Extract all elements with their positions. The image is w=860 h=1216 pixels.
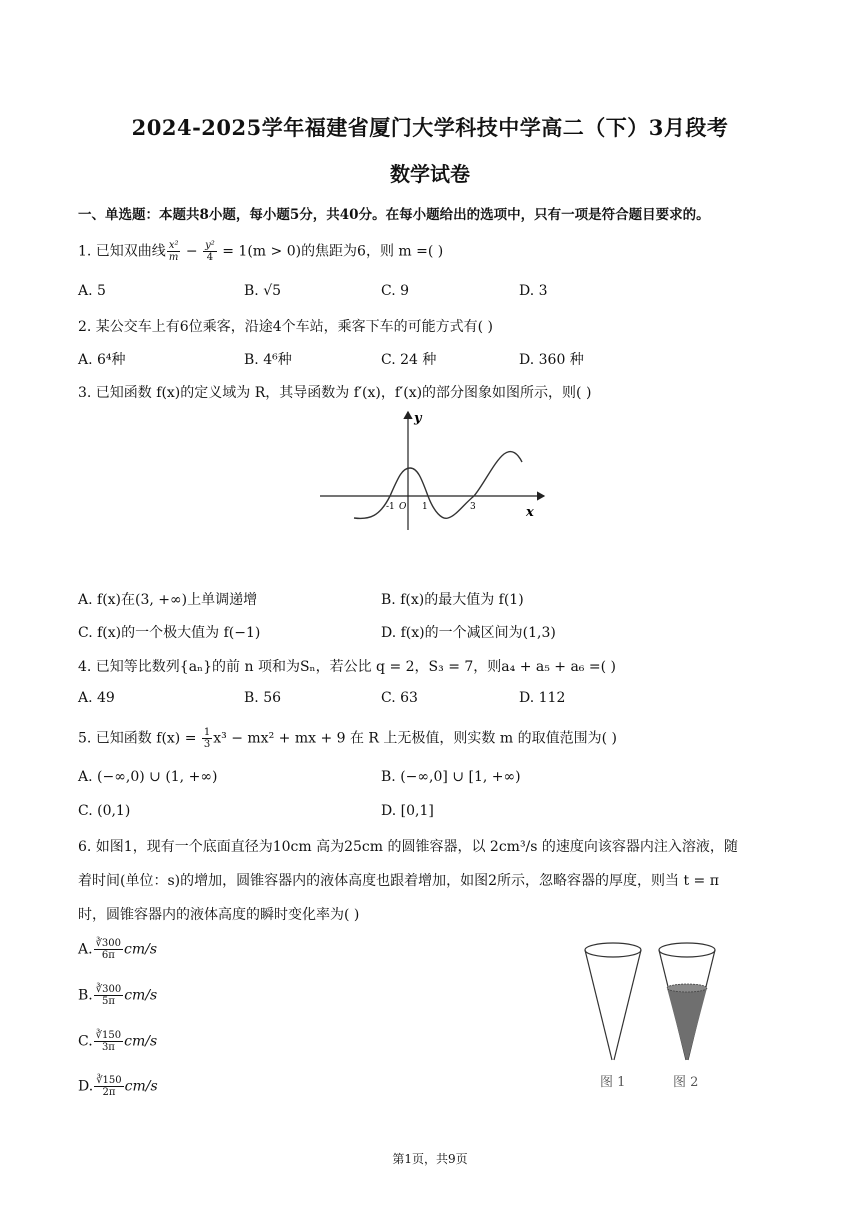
question-2-stem: 2. 某公交车上有6位乘客，沿途4个车站，乘客下车的可能方式有( ) [78, 319, 493, 335]
q5-option-a: A. (−∞,0) ∪ (1, +∞) [78, 769, 218, 785]
q5-stem-post: x³ − mx² + mx + 9 在 R 上无极值，则实数 m 的取值范围为( ) [213, 730, 617, 747]
q1-option-d: D. 3 [519, 283, 548, 299]
q1-option-b: B. √5 [244, 283, 282, 299]
q1-option-c: C. 9 [381, 283, 410, 299]
q6-option-d: D. $\frac{∛150}{2\pi}$ cm/s [78, 1075, 158, 1098]
figure-1-label: 图 1 [600, 1075, 626, 1090]
q4-option-b: B. 56 [244, 690, 282, 706]
page-footer: 第1页，共9页 [392, 1152, 468, 1166]
q5-option-d: D. [0,1] [381, 803, 434, 819]
question-4-stem: 4. 已知等比数列{aₙ}的前 n 项和为Sₙ，若公比 q = 2，S₃ = 7，则a₄ + a₅ + a₆ =( ) [78, 659, 616, 675]
q2-option-c: C. 24 种 [381, 352, 437, 368]
q5-option-c: C. (0,1) [78, 803, 131, 819]
exam-subtitle: 数学试卷 [390, 162, 470, 186]
question-6-line-3: 时，圆锥容器内的液体高度的瞬时变化率为( ) [78, 907, 360, 923]
q6-option-a: A. $\frac{∛300}{6\pi}$ cm/s [78, 938, 158, 961]
q5-stem-pre: 5. 已知函数 f(x) = [78, 730, 201, 747]
cone2-liquid-surface [667, 984, 707, 992]
q4-option-a: A. 49 [78, 690, 115, 706]
q3-option-a: A. f(x)在(3, +∞)上单调递增 [78, 592, 258, 608]
section-heading: 一、单选题：本题共8小题，每小题5分，共40分。在每小题给出的选项中，只有一项是符合题目要求的。 [78, 207, 710, 223]
q4-option-c: C. 63 [381, 690, 418, 706]
q1-stem-post: 的焦距为6，则 m =( ) [301, 243, 444, 260]
q5-frac: $\frac{1}{3}$ [203, 727, 211, 750]
graph-label-3: 3 [470, 502, 476, 512]
q1-frac-y: $\frac{\text{y²}}{4}$ [205, 240, 215, 263]
q4-option-d: D. 112 [519, 690, 566, 706]
exam-title: 2024-2025学年福建省厦门大学科技中学高二（下）3月段考 [131, 115, 729, 140]
cone1-rim [585, 943, 641, 957]
graph-label-neg1: -1 [386, 502, 395, 512]
question-5-stem [78, 727, 617, 750]
question-6-line-2: 着时间(单位：s)的增加，圆锥容器内的液体高度也跟着增加，如图2所示，忽略容器的厚度，则当 t = π [78, 873, 719, 889]
figure-2-label: 图 2 [673, 1075, 699, 1090]
q2-option-d: D. 360 种 [519, 352, 584, 368]
derivative-curve [354, 452, 522, 519]
q6-option-c: C. $\frac{∛150}{3\pi}$ cm/s [78, 1030, 158, 1053]
cone1-right-edge [614, 950, 641, 1060]
q1-eq-rest: = 1(m > 0) [222, 243, 302, 260]
cone2-liquid [667, 988, 707, 1060]
derivative-graph [318, 408, 548, 533]
q1-option-a: A. 5 [78, 283, 106, 299]
q3-option-c: C. f(x)的一个极大值为 f(−1) [78, 625, 261, 641]
question-3-stem: 3. 已知函数 f(x)的定义域为 R，其导函数为 f′(x)，f′(x)的部分图象如图所示，则( ) [78, 385, 592, 401]
question-1-stem: 1. 已知双曲线 $\frac{\text{x²}}{m}$ − $\frac{\text{y²}}{4}$ = 1(m > 0)的焦距为6，则 m =( ) [78, 240, 444, 263]
q3-option-d: D. f(x)的一个减区间为(1,3) [381, 625, 556, 641]
graph-label-origin: O [399, 502, 407, 512]
question-6-line-1: 6. 如图1，现有一个底面直径为10cm 高为25cm 的圆锥容器，以 2cm³/s 的速度向该容器内注入溶液，随 [78, 839, 738, 855]
q2-option-b: B. 4⁶种 [244, 352, 292, 368]
graph-label-y: y [414, 411, 422, 426]
cone2-rim [659, 943, 715, 957]
q1-frac-x: $\frac{\text{x²}}{m}$ [168, 240, 179, 263]
q5-option-b: B. (−∞,0] ∪ [1, +∞) [381, 769, 521, 785]
cone1-left-edge [585, 950, 612, 1060]
q6-option-b: B. $\frac{∛300}{5\pi}$ cm/s [78, 984, 158, 1007]
q1-stem-pre: 1. 已知双曲线 [78, 243, 166, 260]
q2-option-a: A. 6⁴种 [78, 352, 126, 368]
cone-figures [580, 938, 720, 1093]
graph-label-x: x [526, 505, 534, 520]
graph-label-1: 1 [422, 502, 428, 512]
q3-option-b: B. f(x)的最大值为 f(1) [381, 592, 524, 608]
